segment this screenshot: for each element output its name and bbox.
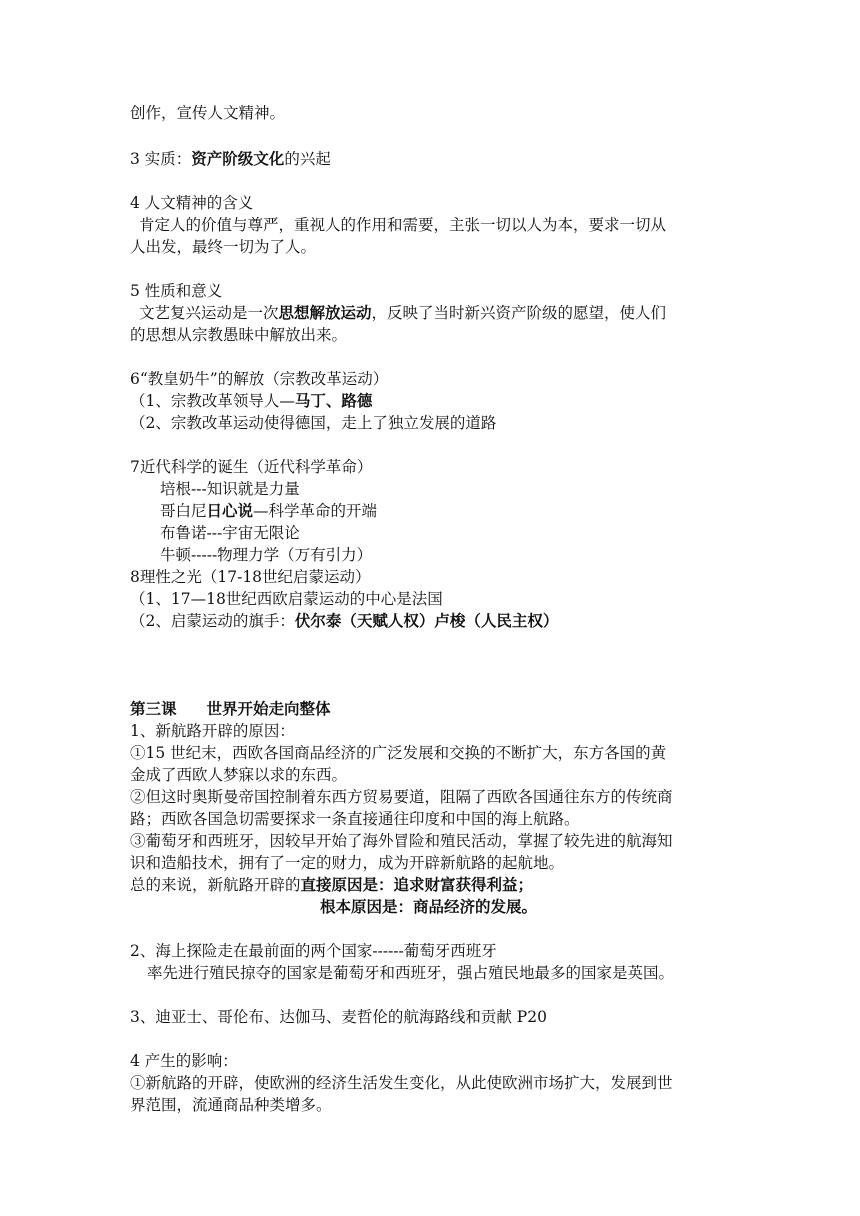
text-line <box>320 896 537 918</box>
list-item: 布鲁诺---宇宙无限论 <box>160 524 300 542</box>
list-item: （2、宗教改革运动使得德国，走上了独立发展的道路 <box>130 414 497 432</box>
section-heading: 4 产生的影响： <box>130 1052 238 1070</box>
text-span: （1、宗教改革领导人— <box>130 392 295 410</box>
text-span: 3 实质： <box>130 150 192 168</box>
text-line <box>130 874 533 896</box>
section-heading: 3、迪亚士、哥伦布、达伽马、麦哲伦的航海路线和贡献 P20 <box>130 1008 547 1026</box>
text-span: （2、启蒙运动的旗手： <box>130 612 295 630</box>
section-heading: 7近代科学的诞生（近代科学革命） <box>130 458 373 476</box>
section-heading: 4 人文精神的含义 <box>130 194 254 212</box>
bold-term: 日心说 <box>206 501 254 520</box>
text-span: 文艺复兴运动是一次 <box>139 304 279 322</box>
bold-term: 马丁、路德 <box>294 391 373 410</box>
lesson-title <box>130 698 331 720</box>
text-span: 总的来说，新航路开辟的 <box>130 876 301 894</box>
text-line <box>139 302 666 324</box>
section-heading: 5 性质和意义 <box>130 282 223 300</box>
lesson-number: 第三课 <box>130 699 177 718</box>
text-line: 率先进行殖民掠夺的国家是葡萄牙和西班牙，强占殖民地最多的国家是英国。 <box>147 964 675 982</box>
text-line: 金成了西欧人梦寐以求的东西。 <box>130 766 348 784</box>
list-item: 牛顿-----物理力学（万有引力） <box>160 546 373 564</box>
section-heading: 8理性之光（17-18世纪启蒙运动） <box>130 568 371 586</box>
text-span: 的兴起 <box>284 150 331 168</box>
list-item <box>160 500 377 522</box>
section-heading <box>130 148 331 170</box>
lesson-name: 世界开始走向整体 <box>206 699 331 718</box>
list-item <box>130 610 558 632</box>
text-line: 的思想从宗教愚昧中解放出来。 <box>130 326 348 344</box>
text-line: 识和造船技术，拥有了一定的财力，成为开辟新航路的起航地。 <box>130 854 565 872</box>
text-line: 人出发，最终一切为了人。 <box>130 238 317 256</box>
text-line: 创作，宣传人文精神。 <box>130 104 286 122</box>
text-span: —科学革命的开端 <box>253 502 378 520</box>
text-line: 界范围，流通商品种类增多。 <box>130 1096 332 1114</box>
bold-term: 直接原因是：追求财富获得利益； <box>300 875 534 894</box>
section-heading: 2、海上探险走在最前面的两个国家------葡萄牙西班牙 <box>130 942 497 960</box>
list-item: 培根---知识就是力量 <box>160 480 300 498</box>
text-line: ①新航路的开辟，使欧洲的经济生活发生变化，从此使欧洲市场扩大，发展到世 <box>130 1074 673 1092</box>
bold-term: 思想解放运动 <box>278 303 372 322</box>
text-line: ②但这时奥斯曼帝国控制着东西方贸易要道，阻隔了西欧各国通往东方的传统商 <box>130 788 673 806</box>
bold-term: 根本原因是：商品经济的发展。 <box>320 897 538 916</box>
text-span: 哥白尼 <box>160 502 207 520</box>
section-heading: 6“教皇奶牛”的解放（宗教改革运动） <box>130 370 389 388</box>
bold-term: 资产阶级文化 <box>191 149 285 168</box>
text-line: ①15 世纪末，西欧各国商品经济的广泛发展和交换的不断扩大，东方各国的黄 <box>130 744 667 762</box>
text-span: ，反映了当时新兴资产阶级的愿望，使人们 <box>371 304 667 322</box>
section-heading: 1、新航路开辟的原因： <box>130 722 295 740</box>
text-line: 肯定人的价值与尊严，重视人的作用和需要，主张一切以人为本，要求一切从 <box>139 216 667 234</box>
list-item <box>130 390 372 412</box>
list-item: （1、17—18世纪西欧启蒙运动的中心是法国 <box>130 590 443 608</box>
text-line: ③葡萄牙和西班牙，因较早开始了海外冒险和殖民活动，掌握了较先进的航海知 <box>130 832 673 850</box>
bold-term: 伏尔泰（天赋人权）卢梭（人民主权） <box>294 611 559 630</box>
text-line: 路；西欧各国急切需要探求一条直接通往印度和中国的海上航路。 <box>130 810 580 828</box>
